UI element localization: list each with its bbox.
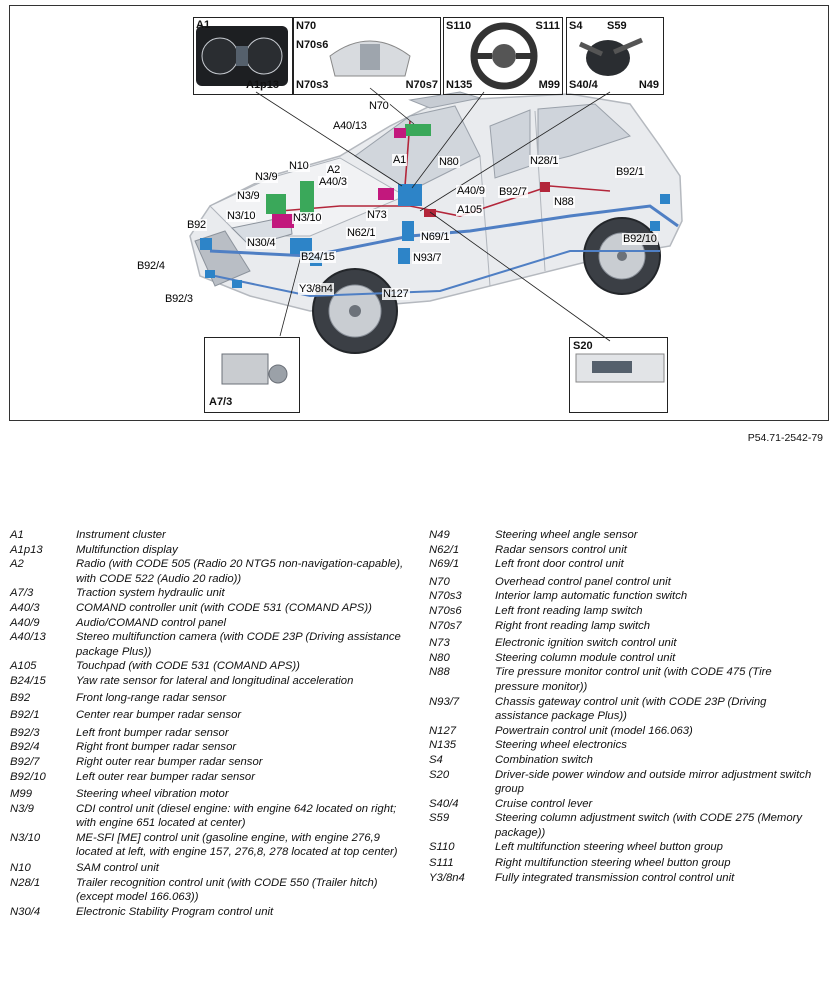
legend-code: S59 xyxy=(429,812,450,825)
inset-label: N49 xyxy=(638,79,659,91)
legend-row xyxy=(10,708,406,723)
legend-code: S20 xyxy=(429,768,450,781)
legend-code: S110 xyxy=(429,841,455,854)
legend-row xyxy=(429,557,815,572)
legend-description: Combination switch xyxy=(495,753,593,766)
legend-code: N135 xyxy=(429,739,457,752)
legend-code: N49 xyxy=(429,529,450,541)
legend-left xyxy=(10,528,406,919)
legend-right xyxy=(429,528,815,885)
legend-code: N70s3 xyxy=(429,590,462,603)
callout-label: Y3/8n4 xyxy=(299,283,333,295)
callout-label: B92/1 xyxy=(616,166,644,178)
legend-row xyxy=(429,695,815,724)
legend-code: N70s6 xyxy=(429,604,462,617)
legend-description: Yaw rate sensor for lateral and longitudinal acceleration xyxy=(76,674,354,687)
legend-row xyxy=(429,871,815,886)
callout-label: B24/15 xyxy=(301,251,335,263)
inset-label: N70 xyxy=(296,20,317,32)
component-b92-10 xyxy=(650,221,660,231)
callout-label: N70 xyxy=(369,100,389,112)
legend-code: N70s7 xyxy=(429,619,462,632)
legend-code: A40/3 xyxy=(10,601,40,614)
callout-label: B92/3 xyxy=(165,293,193,305)
component-a105 xyxy=(424,209,436,217)
legend-row xyxy=(429,543,815,558)
legend-code: A2 xyxy=(10,558,24,571)
legend-code: N62/1 xyxy=(429,543,460,556)
legend-code: S111 xyxy=(429,857,454,870)
legend-row xyxy=(429,768,815,797)
legend-code: N10 xyxy=(10,862,31,875)
legend-description: Electronic ignition switch control unit xyxy=(495,637,677,650)
component-b92-1 xyxy=(660,194,670,204)
legend-code: N93/7 xyxy=(429,695,460,708)
legend-row xyxy=(429,856,815,871)
component-n3-10 xyxy=(272,214,294,228)
inset-label: S59 xyxy=(607,20,627,32)
legend-description: Trailer recognition control unit (with CODE 550 (Trailer hitch) (except model 166.063)) xyxy=(76,876,378,904)
component-n93-7 xyxy=(398,248,410,264)
legend-description: Traction system hydraulic unit xyxy=(76,587,225,600)
inset-label: S4 xyxy=(569,20,583,32)
inset-label: N135 xyxy=(446,79,473,91)
callout-label: N62/1 xyxy=(347,227,376,239)
legend-row xyxy=(10,616,406,631)
legend-code: A40/9 xyxy=(10,616,40,629)
legend-description: Touchpad (with CODE 531 (COMAND APS)) xyxy=(76,660,300,673)
legend-code: A7/3 xyxy=(10,587,34,600)
legend-description: Left front reading lamp switch xyxy=(495,604,643,617)
legend-code: B92 xyxy=(10,691,31,704)
legend-code: Y3/8n4 xyxy=(429,871,465,884)
legend-description: Steering wheel vibration motor xyxy=(76,788,229,801)
legend-code: A1p13 xyxy=(10,543,43,556)
legend-description: Steering wheel angle sensor xyxy=(495,529,638,541)
legend-description: Audio/COMAND control panel xyxy=(76,616,227,629)
inset-label: N70s3 xyxy=(296,79,329,91)
inset-n70 xyxy=(293,17,441,95)
legend-code: N80 xyxy=(429,651,450,664)
callout-label: B92/7 xyxy=(499,186,527,198)
figure-code: P54.71-2542-79 xyxy=(747,432,823,444)
component-a1 xyxy=(398,184,422,206)
legend-code: B92/3 xyxy=(10,726,40,739)
legend-description: Radar sensors control unit xyxy=(495,543,627,556)
component-n69-1 xyxy=(402,221,414,241)
component-location-figure xyxy=(9,5,829,421)
legend-description: Center rear bumper radar sensor xyxy=(76,709,242,722)
legend-row xyxy=(10,659,406,674)
legend-row xyxy=(10,557,406,586)
legend-code: B92/4 xyxy=(10,741,40,754)
legend-row xyxy=(10,674,406,689)
legend-description: Powertrain control unit (model 166.063) xyxy=(495,724,693,737)
legend-description: Chassis gateway control unit (with CODE 23P (Driving assistance package Plus)) xyxy=(495,695,767,723)
inset-label: N70s6 xyxy=(296,39,329,51)
callout-label: N73 xyxy=(367,209,387,221)
legend-description: Left front door control unit xyxy=(495,558,624,571)
callout-label: N80 xyxy=(439,156,459,168)
component-n10 xyxy=(300,181,314,215)
legend-description: Driver-side power window and outside mirror adjustment switch group xyxy=(495,768,812,796)
legend-code: A40/13 xyxy=(10,631,46,644)
legend-description: ME-SFI [ME] control unit (gasoline engine, with engine 276,9 located at left, with engine 157, 276,8, 278 located at top center) xyxy=(76,831,398,859)
callout-label: A1 xyxy=(393,154,407,166)
legend-description: Overhead control panel control unit xyxy=(495,575,671,588)
legend-row xyxy=(429,636,815,651)
callout-label: A2 xyxy=(327,164,341,176)
legend-description: Left multifunction steering wheel button group xyxy=(495,841,723,854)
legend-description: Right front bumper radar sensor xyxy=(76,741,237,754)
callout-label: N3/9 xyxy=(255,171,278,183)
legend-code: N127 xyxy=(429,724,457,737)
legend-description: Radio (with CODE 505 (Radio 20 NTG5 non-navigation-capable), with CODE 522 (Audio 20 radio)) xyxy=(76,558,404,585)
inset-label: S40/4 xyxy=(569,79,598,91)
legend-row xyxy=(429,753,815,768)
legend-code: B92/7 xyxy=(10,755,40,768)
legend-description: Left front bumper radar sensor xyxy=(76,726,229,739)
legend-description: Steering wheel electronics xyxy=(495,739,627,752)
legend-code: N3/10 xyxy=(10,831,41,844)
legend-code: S40/4 xyxy=(429,797,459,810)
callout-label: N88 xyxy=(554,196,574,208)
callout-label: A40/9 xyxy=(457,185,485,197)
inset-label: S110 xyxy=(446,20,472,32)
legend-description: Stereo multifunction camera (with CODE 23P (Driving assistance package Plus)) xyxy=(76,631,401,658)
callout-label: N3/10 xyxy=(293,212,322,224)
legend-description: Fully integrated transmission control control unit xyxy=(495,871,735,884)
component-n28-1 xyxy=(540,182,550,192)
callout-label: N69/1 xyxy=(421,231,450,243)
legend-row xyxy=(10,905,406,920)
callout-label: N28/1 xyxy=(530,155,559,167)
legend-description: Left outer rear bumper radar sensor xyxy=(76,770,255,783)
legend-row xyxy=(10,802,406,831)
legend-row xyxy=(429,528,815,543)
legend-row xyxy=(429,651,815,666)
callout-label: A40/13 xyxy=(333,120,367,132)
legend-row xyxy=(10,630,406,659)
legend-row xyxy=(10,861,406,876)
legend-row xyxy=(429,665,815,694)
legend-row xyxy=(429,589,815,604)
legend-description: CDI control unit (diesel engine: with engine 642 located on right; with engine 651 located at center) xyxy=(76,802,397,830)
legend-row xyxy=(429,604,815,619)
legend-row xyxy=(10,586,406,601)
inset-label: S111 xyxy=(535,20,560,32)
inset-label: N70s7 xyxy=(405,79,438,91)
legend-code: A105 xyxy=(10,660,37,673)
legend-description: Front long-range radar sensor xyxy=(76,691,227,704)
component-b92-3 xyxy=(232,280,242,288)
legend-row xyxy=(429,619,815,634)
legend-row xyxy=(429,738,815,753)
legend-code: B24/15 xyxy=(10,674,46,687)
callout-label: N30/4 xyxy=(247,237,276,249)
inset-s20 xyxy=(569,337,668,413)
legend-row xyxy=(10,876,406,905)
legend-code: A1 xyxy=(10,529,24,541)
inset-a7-3 xyxy=(204,337,300,413)
legend-code: N73 xyxy=(429,637,450,650)
legend-row xyxy=(10,755,406,770)
component-b92 xyxy=(200,238,212,250)
legend-code: B92/10 xyxy=(10,770,46,783)
legend-row xyxy=(429,811,815,840)
callout-label: B92 xyxy=(187,219,206,231)
legend-row xyxy=(10,740,406,755)
legend-code: N3/9 xyxy=(10,802,34,815)
legend-description: Tire pressure monitor control unit (with CODE 475 (Tire pressure monitor)) xyxy=(495,666,772,693)
callout-label: N127 xyxy=(383,288,409,300)
callout-label: N3/10 xyxy=(227,210,256,222)
legend-code: S4 xyxy=(429,753,443,766)
callout-label: B92/4 xyxy=(137,260,165,272)
inset-a1 xyxy=(193,17,293,95)
legend-description: Right multifunction steering wheel button group xyxy=(495,857,731,870)
callout-label: A105 xyxy=(457,204,482,216)
legend-code: N30/4 xyxy=(10,905,41,918)
callout-label: A40/3 xyxy=(319,176,347,188)
component-n70 xyxy=(405,124,431,136)
legend-row xyxy=(10,787,406,802)
legend-code: M99 xyxy=(10,788,32,801)
legend-row xyxy=(429,575,815,590)
legend-code: N88 xyxy=(429,666,450,679)
inset-label: A1 xyxy=(196,19,211,31)
inset-label: S20 xyxy=(573,340,593,352)
legend-code: N69/1 xyxy=(429,558,460,571)
legend-row xyxy=(10,831,406,860)
inset-label: M99 xyxy=(538,79,560,91)
inset-label: A7/3 xyxy=(209,396,233,408)
legend-code: N28/1 xyxy=(10,876,41,889)
legend-description: Right outer rear bumper radar sensor xyxy=(76,755,263,768)
legend-row xyxy=(10,543,406,558)
legend-description: Cruise control lever xyxy=(495,797,593,810)
legend-description: Steering column module control unit xyxy=(495,651,676,664)
legend-description: Electronic Stability Program control unit xyxy=(76,905,274,918)
legend-description: Multifunction display xyxy=(76,543,178,556)
legend-row xyxy=(429,797,815,812)
legend-description: COMAND controller unit (with CODE 531 (COMAND APS)) xyxy=(76,601,372,614)
legend-row xyxy=(10,528,406,543)
component-n3-9 xyxy=(266,194,286,214)
legend-description: Instrument cluster xyxy=(76,529,166,541)
callout-label: B92/10 xyxy=(623,233,657,245)
callout-label: N93/7 xyxy=(413,252,442,264)
inset-label: A1p13 xyxy=(246,79,280,91)
inset-steering-wheel xyxy=(443,17,563,95)
legend-row xyxy=(10,770,406,785)
callout-label: N3/9 xyxy=(237,190,260,202)
legend-row xyxy=(429,724,815,739)
legend-row xyxy=(10,601,406,616)
legend-row xyxy=(10,691,406,706)
legend-description: Steering column adjustment switch (with CODE 275 (Memory package)) xyxy=(495,812,803,839)
legend-code: B92/1 xyxy=(10,709,40,722)
component-a40-13 xyxy=(394,128,406,138)
legend-description: Right front reading lamp switch xyxy=(495,619,651,632)
inset-column-switch xyxy=(566,17,664,95)
legend-row xyxy=(429,840,815,855)
legend-row xyxy=(10,726,406,741)
callout-label: N10 xyxy=(289,160,309,172)
legend-description: SAM control unit xyxy=(76,862,159,875)
legend-description: Interior lamp automatic function switch xyxy=(495,590,688,603)
component-b92-4 xyxy=(205,270,215,278)
component-a2 xyxy=(378,188,394,200)
legend-code: N70 xyxy=(429,575,450,588)
